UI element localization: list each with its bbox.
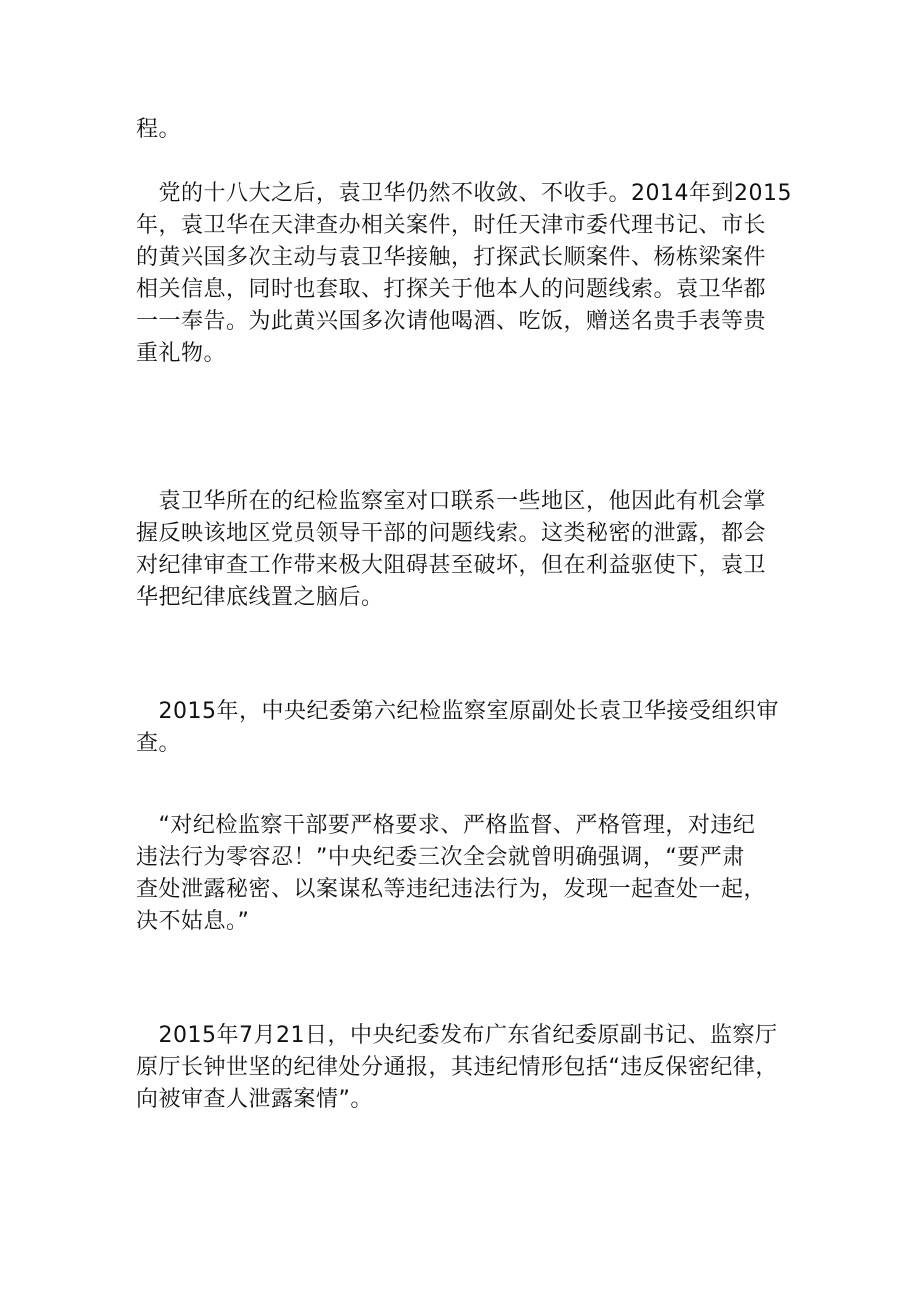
paragraph-line: 原厅长钟世坚的纪律处分通报，其违纪情形包括“违反保密纪律， [136,1055,778,1080]
paragraph-6 [136,1020,796,1116]
paragraph-line: 向被审查人泄露案情”。 [136,1087,373,1112]
paragraph-line: 的黄兴国多次主动与袁卫华接触，打探武长顺案件、杨栋梁案件 [136,245,767,270]
paragraph-4 [136,696,796,760]
paragraph-line: 党的十八大之后，袁卫华仍然不收敛、不收手。2014年到2015 [136,181,792,206]
paragraph-line: 华把纪律底线置之脑后。 [136,585,384,610]
paragraph-line: 决不姑息。” [136,909,250,934]
paragraph-line: 查。 [136,731,182,756]
paragraph-line: 程。 [136,117,182,142]
paragraph-line: 2015年7月21日，中央纪委发布广东省纪委原副书记、监察厅 [136,1023,778,1048]
paragraph-line: 重礼物。 [136,341,227,366]
paragraph-line: 违法行为零容忍！”中央纪委三次全会就曾明确强调，“要严肃 [136,845,745,870]
paragraph-line: “对纪检监察干部要严格要求、严格监督、严格管理，对违纪 [136,813,756,838]
paragraph-2 [136,178,796,370]
paragraph-line: 年，袁卫华在天津查办相关案件，时任天津市委代理书记、市长 [136,213,767,238]
paragraph-line: 袁卫华所在的纪检监察室对口联系一些地区，他因此有机会掌 [136,489,767,514]
paragraph-line: 2015年，中央纪委第六纪检监察室原副处长袁卫华接受组织审 [136,699,779,724]
paragraph-line: 一一奉告。为此黄兴国多次请他喝酒、吃饭，赠送名贵手表等贵 [136,309,767,334]
paragraph-5 [136,810,796,938]
paragraph-line: 相关信息，同时也套取、打探关于他本人的问题线索。袁卫华都 [136,277,767,302]
paragraph-line: 查处泄露秘密、以案谋私等违纪违法行为，发现一起查处一起， [136,877,767,902]
paragraph-line: 握反映该地区党员领导干部的问题线索。这类秘密的泄露，都会 [136,521,767,546]
paragraph-line: 对纪律审查工作带来极大阻碍甚至破坏，但在利益驱使下，袁卫 [136,553,767,578]
paragraph-3 [136,486,796,614]
paragraph-1 [136,114,796,146]
